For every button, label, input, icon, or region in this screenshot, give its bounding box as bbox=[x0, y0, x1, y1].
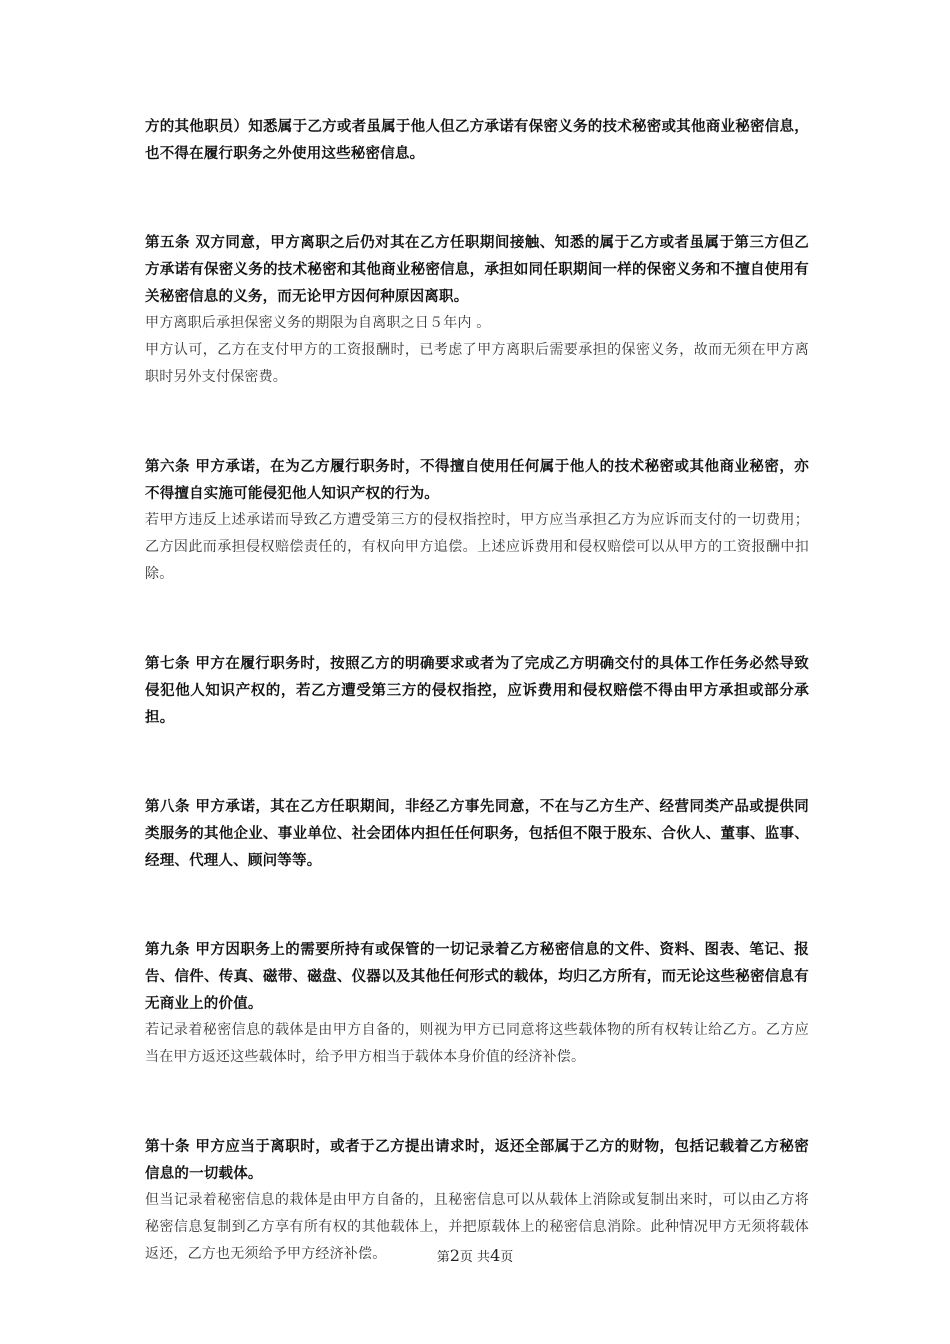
article-5-term-paragraph: 甲方离职后承担保密义务的期限为自离职之日５年内 。 bbox=[145, 315, 491, 331]
section-article-6 bbox=[145, 453, 809, 588]
section-article-5 bbox=[145, 229, 809, 391]
section-article-7 bbox=[145, 650, 809, 731]
footer-total-pages: 4 bbox=[490, 1246, 501, 1265]
section-article-8 bbox=[145, 793, 809, 874]
footer-prefix: 第 bbox=[436, 1250, 450, 1265]
footer-suffix: 页 bbox=[500, 1250, 514, 1265]
article-10-heading-paragraph: 第十条 甲方应当于离职时，或者于乙方提出请求时，返还全部属于乙方的财物，包括记载着乙方秘密信息的一切载体。 bbox=[145, 1138, 809, 1182]
article-9-ownership-paragraph: 若记录着秘密信息的载体是由甲方自备的，则视为甲方已同意将这些载体物的所有权转让给乙方。乙方应当在甲方返还这些载体时，给予甲方相当于载体本身价值的经济补偿。 bbox=[145, 1022, 809, 1065]
page-footer bbox=[0, 1246, 950, 1265]
section-continuation bbox=[145, 113, 809, 167]
footer-middle: 页 共 bbox=[459, 1250, 491, 1265]
article-8-heading-paragraph: 第八条 甲方承诺，其在乙方任职期间，非经乙方事先同意，不在与乙方生产、经营同类产品或提供同类服务的其他企业、事业单位、社会团体内担任任何职务，包括但不限于股东、合伙人、董事、监事、经理、代理人、顾问等等。 bbox=[145, 798, 809, 869]
article-5-heading-paragraph: 第五条 双方同意，甲方离职之后仍对其在乙方任职期间接触、知悉的属于乙方或者虽属于第三方但乙方承诺有保密义务的技术秘密和其他商业秘密信息，承担如同任职期间一样的保密义务和不擅自使用有关秘密信息的义务，而无论甲方因何种原因离职。 bbox=[145, 234, 809, 305]
article-7-heading-paragraph: 第七条 甲方在履行职务时，按照乙方的明确要求或者为了完成乙方明确交付的具体工作任务必然导致侵犯他人知识产权的，若乙方遭受第三方的侵权指控，应诉费用和侵权赔偿不得由甲方承担或部分承担。 bbox=[145, 655, 809, 726]
document-body bbox=[145, 113, 809, 1268]
article-5-fee-paragraph: 甲方认可，乙方在支付甲方的工资报酬时，已考虑了甲方离职后需要承担的保密义务，故而无须在甲方离职时另外支付保密费。 bbox=[145, 342, 809, 385]
section-article-9 bbox=[145, 936, 809, 1071]
article-10-carrier-paragraph: 但当记录着秘密信息的栽体是由甲方自备的，且秘密信息可以从载体上消除或复制出来时，可以由乙方将秘密信息复制到乙方享有所有权的其他载体上，并把原载体上的秘密信息消除。此种情况甲方无须将载体返还，乙方也无须给予甲方经济补偿。 bbox=[145, 1192, 809, 1262]
article-6-heading-paragraph: 第六条 甲方承诺，在为乙方履行职务时，不得擅自使用任何属于他人的技术秘密或其他商业秘密，亦不得擅自实施可能侵犯他人知识产权的行为。 bbox=[145, 458, 809, 502]
article-6-liability-paragraph: 若甲方违反上述承诺而导致乙方遭受第三方的侵权指控时，甲方应当承担乙方为应诉而支付的一切费用；乙方因此而承担侵权赔偿责任的，有权向甲方追偿。上述应诉费用和侵权赔偿可以从甲方的工资报酬中扣除。 bbox=[145, 512, 809, 582]
paragraph-continuation: 方的其他职员）知悉属于乙方或者虽属于他人但乙方承诺有保密义务的技术秘密或其他商业秘密信息，也不得在履行职务之外使用这些秘密信息。 bbox=[145, 118, 809, 162]
article-9-heading-paragraph: 第九条 甲方因职务上的需要所持有或保管的一切记录着乙方秘密信息的文件、资料、图表、笔记、报告、信件、传真、磁带、磁盘、仪器以及其他任何形式的载体，均归乙方所有，而无论这些秘密信息有无商业上的价值。 bbox=[145, 941, 809, 1012]
footer-current-page: 2 bbox=[449, 1246, 460, 1265]
